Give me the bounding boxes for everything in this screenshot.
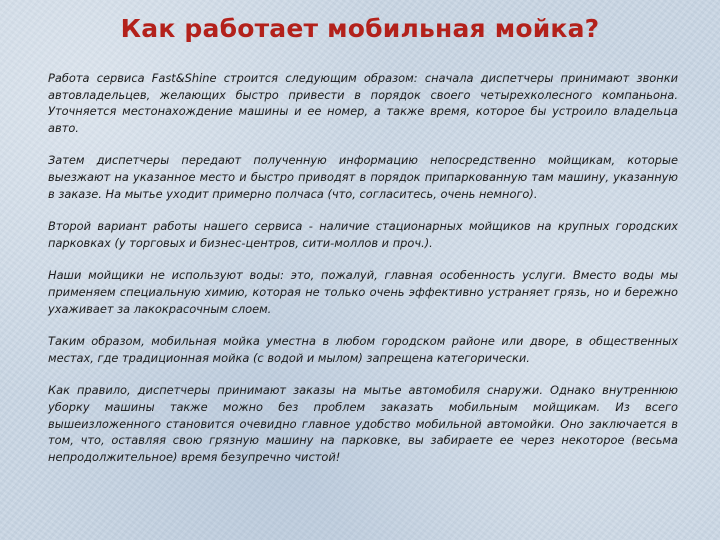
paragraph-applicability: Таким образом, мобильная мойка уместна в любом городском районе или дворе, в общественных местах, где традиционная мойка (с водой и мылом) запрещена категорически. <box>48 334 678 365</box>
paragraph-dispatch: Затем диспетчеры передают полученную информацию непосредственно мойщикам, которые выезжают на указанное место и быстро приводят в порядок припаркованную там машину, указанную в заказе. На мытье уходит примерно полчаса (что, согласитесь, очень немного). <box>48 153 678 201</box>
paragraph-conclusion: Как правило, диспетчеры принимают заказы на мытье автомобиля снаружи. Однако внутреннюю уборку машины также можно без проблем заказать мобильным мойщикам. Из всего вышеизложенного становится очевидно главное удобство мобильной автомойки. Оно заключается в том, что, оставляя свою грязную машину на парковке, вы забираете ее через некоторое (весьма непродолжительное) время безупречно чистой! <box>48 383 678 464</box>
slide-title: Как работает мобильная мойка? <box>120 14 600 43</box>
slide-body <box>48 70 678 481</box>
paragraph-stationary-option: Второй вариант работы нашего сервиса - наличие стационарных мойщиков на крупных городских парковках (у торговых и бизнес-центров, сити-моллов и проч.). <box>48 219 678 250</box>
paragraph-service-workflow: Работа сервиса Fast&Shine строится следующим образом: сначала диспетчеры принимают звонки автовладельцев, желающих быстро привести в порядок своего четырехколесного компаньона. Уточняется местонахождение машины и ее номер, а также время, которое бы устроило владельца авто. <box>48 71 678 135</box>
paragraph-waterless: Наши мойщики не используют воды: это, пожалуй, главная особенность услуги. Вместо воды мы применяем специальную химию, которая не только очень эффективно устраняет грязь, но и бережно ухаживает за лакокрасочным слоем. <box>48 268 678 316</box>
